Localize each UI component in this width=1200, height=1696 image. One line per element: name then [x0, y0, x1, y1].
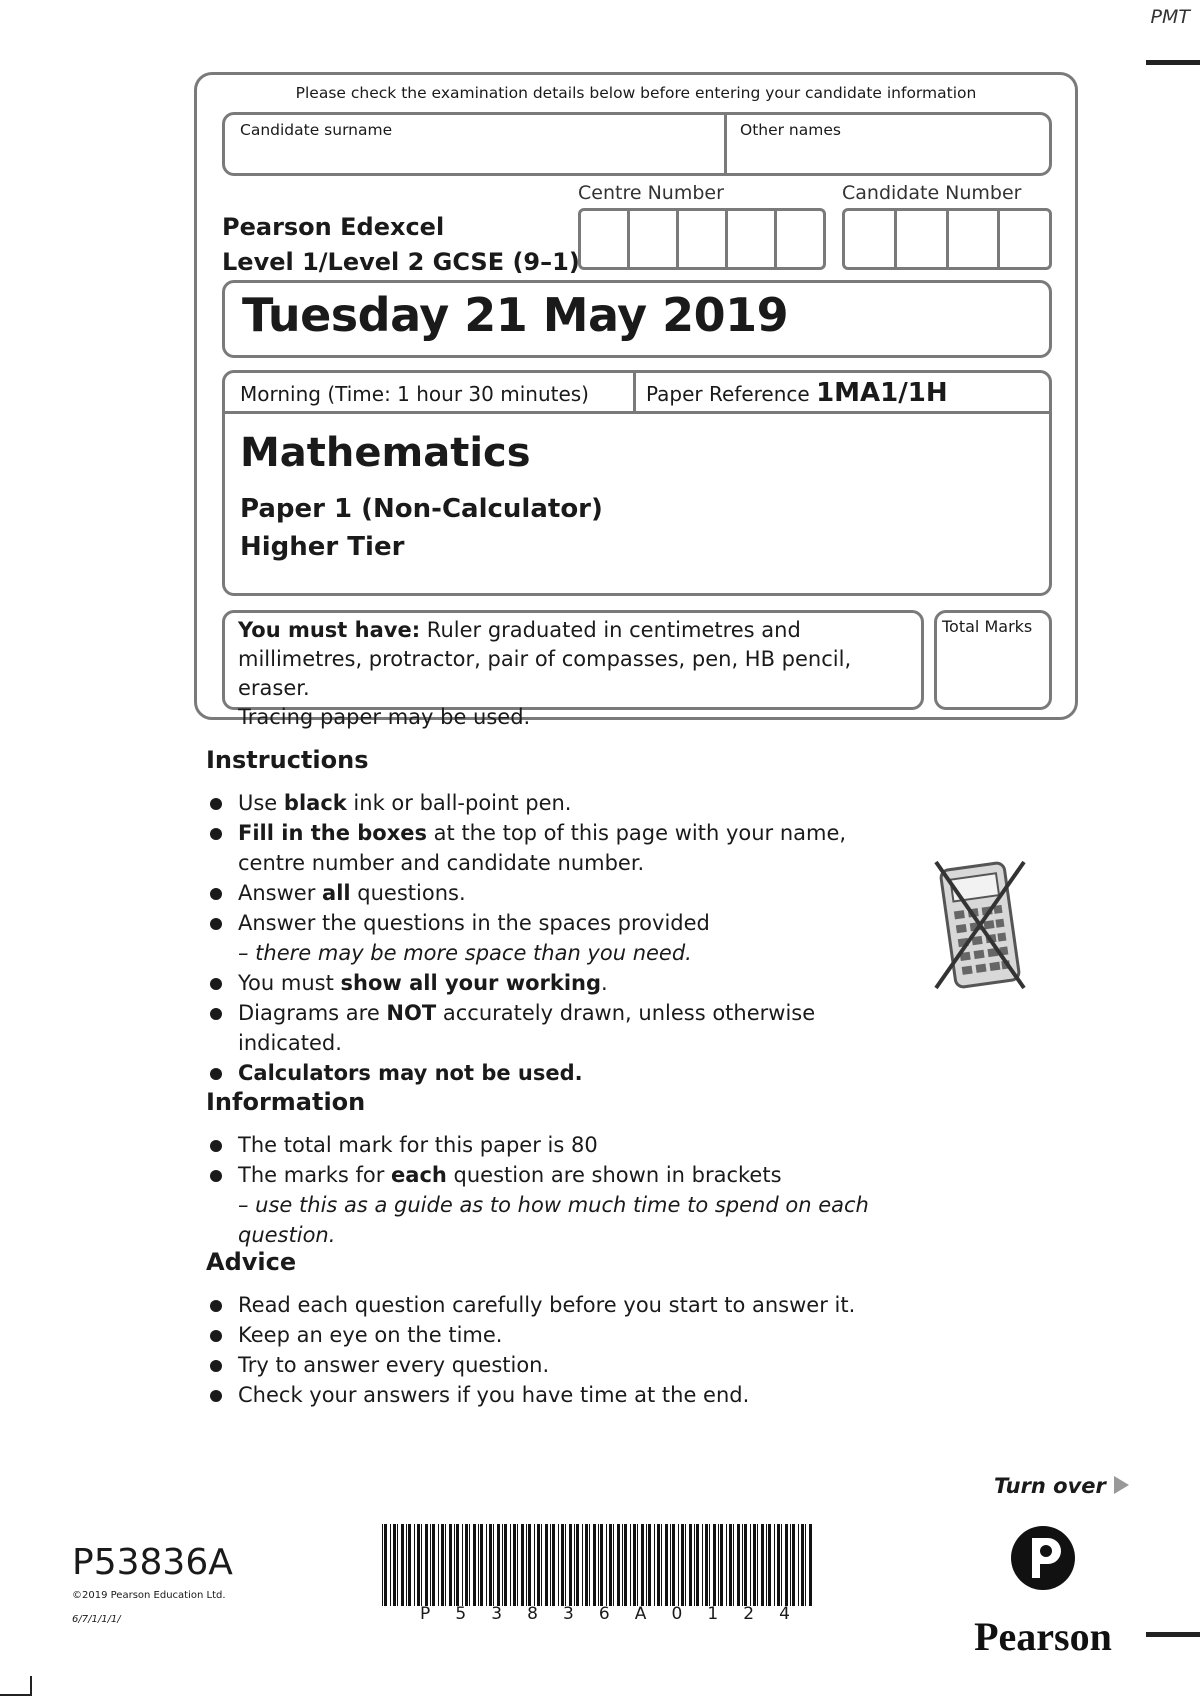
barcode-bar: [718, 1524, 719, 1606]
instructions-item-post: accurately drawn, unless otherwise indicated.: [238, 1001, 816, 1055]
instructions-item-pre: Diagrams are: [238, 1001, 387, 1025]
barcode-bar: [513, 1524, 516, 1606]
barcode-bar: [781, 1524, 782, 1606]
instructions-item-pre: You must: [238, 971, 341, 995]
barcode-bar: [641, 1524, 644, 1606]
barcode-bar: [777, 1524, 780, 1606]
barcode-bar: [537, 1524, 540, 1606]
barcode-bar: [569, 1524, 572, 1606]
barcode-bar: [408, 1524, 411, 1606]
barcode-bar: [478, 1524, 479, 1606]
registration-mark-top: [1146, 60, 1200, 65]
barcode-bar: [689, 1524, 692, 1606]
paper-reference-code: 1MA1/1H: [816, 378, 948, 408]
barcode-bar: [726, 1524, 727, 1606]
barcode-digit: 5: [455, 1604, 467, 1624]
turn-over-label: Turn over: [994, 1474, 1106, 1498]
barcode-bar: [438, 1524, 439, 1606]
information-item-note: – use this as a guide as to how much time to spend on each question.: [238, 1193, 869, 1247]
barcode-bar: [790, 1524, 791, 1606]
requirements-text: [238, 616, 918, 732]
barcode-bar: [432, 1524, 435, 1606]
barcode-bar: [617, 1524, 620, 1606]
barcode-bar: [558, 1524, 559, 1606]
barcode-bar: [382, 1524, 383, 1606]
barcode-bar: [654, 1524, 655, 1606]
instructions-item: [208, 968, 908, 998]
barcode-bar: [598, 1524, 599, 1606]
barcode-bar: [585, 1524, 588, 1606]
paper-details: [240, 490, 603, 566]
pearson-p-logo-icon: [970, 1522, 1116, 1662]
centre-number-label: Centre Number: [578, 182, 724, 204]
barcode-bar: [510, 1524, 511, 1606]
barcode-bar: [574, 1524, 575, 1606]
advice-item-pre: Read each question carefully before you start to answer it.: [238, 1293, 856, 1317]
instructions-item: [208, 878, 908, 908]
barcode-bar: [606, 1524, 607, 1606]
barcode-bar: [685, 1524, 686, 1606]
barcode-digit: A: [634, 1604, 647, 1624]
barcode-bar: [774, 1524, 775, 1606]
barcode-bar: [456, 1524, 459, 1606]
barcode-bar: [406, 1524, 407, 1606]
centre-digit-cell[interactable]: [728, 211, 777, 267]
candidate-digit-cell[interactable]: [949, 211, 1001, 267]
barcode-bar: [681, 1524, 684, 1606]
instructions-item-post: ink or ball-point pen.: [346, 791, 572, 815]
candidate-digit-cell[interactable]: [1000, 211, 1049, 267]
instructions-item-post: .: [601, 971, 608, 995]
barcode-bar: [534, 1524, 535, 1606]
information-item: [208, 1160, 928, 1250]
barcode-bar: [561, 1524, 564, 1606]
exam-session: Morning (Time: 1 hour 30 minutes): [240, 382, 589, 406]
barcode-bar: [401, 1524, 404, 1606]
barcode-digit: 6: [598, 1604, 610, 1624]
instructions-item-note: – there may be more space than you need.: [238, 941, 692, 965]
copyright: ©2019 Pearson Education Ltd.: [72, 1590, 226, 1601]
barcode-bar: [541, 1524, 542, 1606]
barcode-bar: [657, 1524, 660, 1606]
barcode-bar: [576, 1524, 579, 1606]
barcode-bar: [694, 1524, 695, 1606]
instructions-item-pre: Use: [238, 791, 284, 815]
barcode-bar: [600, 1524, 603, 1606]
barcode-bar: [785, 1524, 788, 1606]
barcode-bar: [670, 1524, 671, 1606]
barcode-bar: [565, 1524, 566, 1606]
barcode-bar: [737, 1524, 740, 1606]
tier-title: Higher Tier: [240, 532, 405, 562]
barcode-bar: [384, 1524, 387, 1606]
barcode-bar: [733, 1524, 734, 1606]
barcode-bar: [504, 1524, 507, 1606]
barcode-bar: [521, 1524, 524, 1606]
barcode-bar: [486, 1524, 487, 1606]
advice-item-pre: Check your answers if you have time at the end.: [238, 1383, 750, 1407]
check-details-note: Please check the examination details below before entering your candidate information: [295, 84, 977, 102]
centre-number-input[interactable]: [578, 208, 826, 270]
barcode-digit: 1: [707, 1604, 719, 1624]
requirements-list: Ruler graduated in centimetres and millimetres, protractor, pair of compasses, pen, HB pencil, eraser.: [238, 618, 852, 700]
advice-item: [208, 1350, 928, 1380]
barcode-bar: [545, 1524, 548, 1606]
subject-title: Mathematics: [240, 430, 531, 476]
subject-box-divider: [222, 411, 1052, 414]
information-item-pre: The marks for: [238, 1163, 392, 1187]
total-marks-label: Total Marks: [942, 617, 1033, 636]
instructions-item-bold: Calculators may not be used.: [238, 1061, 583, 1085]
advice-item: [208, 1290, 928, 1320]
instructions-item: [208, 1058, 908, 1088]
barcode-bar: [414, 1524, 415, 1606]
information-item-pre: The total mark for this paper is 80: [238, 1133, 598, 1157]
crop-mark-bottom-left-v: [30, 1676, 32, 1696]
candidate-surname-field[interactable]: Candidate surname: [240, 121, 393, 139]
barcode-bar: [742, 1524, 743, 1606]
candidate-digit-cell[interactable]: [897, 211, 949, 267]
name-box-divider: [724, 112, 727, 176]
barcode-bar: [709, 1524, 710, 1606]
requirements-note: Tracing paper may be used.: [238, 705, 531, 729]
barcode: [382, 1524, 816, 1606]
barcode-bar: [497, 1524, 500, 1606]
barcode-digit: 3: [563, 1604, 574, 1624]
barcode-digit: 2: [743, 1604, 755, 1624]
advice-heading: Advice: [206, 1248, 297, 1276]
advice-item-pre: Try to answer every question.: [238, 1353, 550, 1377]
barcode-digits: [420, 1604, 790, 1624]
barcode-bar: [390, 1524, 391, 1606]
barcode-bar: [805, 1524, 806, 1606]
qualification-level: Level 1/Level 2 GCSE (9–1): [222, 248, 580, 276]
barcode-bar: [517, 1524, 518, 1606]
exam-board-name: Pearson Edexcel: [222, 213, 445, 241]
instructions-item-bold: NOT: [386, 1001, 437, 1025]
barcode-bar: [421, 1524, 422, 1606]
information-item-post: question are shown in brackets: [446, 1163, 782, 1187]
barcode-bar: [465, 1524, 468, 1606]
barcode-bar: [678, 1524, 679, 1606]
pearson-logo-word: Pearson: [974, 1614, 1112, 1659]
information-heading: Information: [206, 1088, 366, 1116]
barcode-bar: [753, 1524, 756, 1606]
barcode-bar: [550, 1524, 551, 1606]
instructions-item: [208, 788, 908, 818]
registration-mark-bottom: [1146, 1632, 1200, 1637]
barcode-bar: [589, 1524, 590, 1606]
barcode-bar: [661, 1524, 662, 1606]
candidate-number-label: Candidate Number: [842, 182, 1022, 204]
barcode-bar: [713, 1524, 716, 1606]
barcode-digit: 8: [527, 1604, 538, 1624]
instructions-item-post: at the top of this page with your name, centre number and candidate number.: [238, 821, 847, 875]
other-names-field[interactable]: Other names: [740, 121, 841, 139]
corner-tag: PMT: [1150, 6, 1190, 28]
triangle-right-icon: [1114, 1476, 1129, 1494]
advice-item-pre: Keep an eye on the time.: [238, 1323, 503, 1347]
requirements-lead: You must have:: [238, 618, 421, 642]
barcode-bar: [493, 1524, 494, 1606]
barcode-bar: [630, 1524, 631, 1606]
barcode-bar: [761, 1524, 764, 1606]
barcode-bar: [449, 1524, 452, 1606]
turn-over: [994, 1474, 1129, 1498]
barcode-bar: [696, 1524, 699, 1606]
instructions-item-bold: all: [322, 881, 351, 905]
instructions-item-pre: Answer: [238, 881, 323, 905]
advice-item: [208, 1320, 928, 1350]
information-item: [208, 1130, 928, 1160]
barcode-bar: [528, 1524, 531, 1606]
session-divider: [633, 370, 636, 413]
paper-reference-label: Paper Reference: [646, 382, 810, 406]
barcode-bar: [705, 1524, 708, 1606]
barcode-bar: [768, 1524, 771, 1606]
crossed-out-calculator-icon: [930, 858, 1030, 992]
barcode-bar: [582, 1524, 583, 1606]
barcode-bar: [637, 1524, 638, 1606]
instructions-list: [208, 788, 908, 1088]
barcode-bar: [609, 1524, 612, 1606]
barcode-bar: [473, 1524, 476, 1606]
barcode-bar: [729, 1524, 732, 1606]
centre-digit-cell[interactable]: [679, 211, 728, 267]
batch-code: 6/7/1/1/1/: [72, 1614, 121, 1625]
barcode-bar: [633, 1524, 636, 1606]
instructions-item-bold: Fill in the boxes: [238, 821, 427, 845]
barcode-bar: [766, 1524, 767, 1606]
instructions-heading: Instructions: [206, 746, 369, 774]
paper-title: Paper 1 (Non-Calculator): [240, 494, 603, 524]
centre-digit-cell[interactable]: [777, 211, 823, 267]
barcode-bar: [809, 1524, 812, 1606]
barcode-bar: [622, 1524, 623, 1606]
exam-board: [222, 210, 580, 280]
instructions-item: [208, 998, 908, 1058]
instructions-item: [208, 908, 908, 968]
barcode-bar: [801, 1524, 804, 1606]
barcode-bar: [526, 1524, 527, 1606]
barcode-bar: [648, 1524, 651, 1606]
instructions-item-bold: black: [283, 791, 347, 815]
instructions-item: [208, 818, 908, 878]
centre-digit-cell[interactable]: [630, 211, 679, 267]
barcode-bar: [462, 1524, 463, 1606]
barcode-bar: [613, 1524, 614, 1606]
instructions-item-bold: show all your working: [340, 971, 602, 995]
barcode-bar: [430, 1524, 431, 1606]
barcode-bar: [750, 1524, 751, 1606]
barcode-bar: [502, 1524, 503, 1606]
barcode-bar: [720, 1524, 723, 1606]
exam-date: Tuesday 21 May 2019: [242, 288, 789, 342]
barcode-bar: [489, 1524, 492, 1606]
barcode-bar: [393, 1524, 396, 1606]
barcode-bar: [744, 1524, 747, 1606]
barcode-bar: [624, 1524, 627, 1606]
barcode-digit: 0: [671, 1604, 683, 1624]
barcode-bar: [425, 1524, 428, 1606]
centre-digit-cell[interactable]: [581, 211, 630, 267]
paper-code: P53836A: [72, 1542, 233, 1583]
barcode-bar: [445, 1524, 446, 1606]
information-list: [208, 1130, 928, 1250]
instructions-item-pre: Answer the questions in the spaces provided: [238, 911, 710, 935]
barcode-bar: [792, 1524, 795, 1606]
barcode-bar: [441, 1524, 444, 1606]
paper-reference: [646, 378, 948, 408]
barcode-bar: [397, 1524, 398, 1606]
barcode-digit: 4: [779, 1604, 790, 1624]
barcode-bar: [552, 1524, 555, 1606]
barcode-bar: [757, 1524, 758, 1606]
barcode-digit: 3: [491, 1604, 503, 1624]
barcode-bar: [702, 1524, 703, 1606]
barcode-bar: [417, 1524, 420, 1606]
advice-item: [208, 1380, 928, 1410]
candidate-number-input[interactable]: [842, 208, 1052, 270]
barcode-digit: P: [420, 1604, 431, 1624]
candidate-digit-cell[interactable]: [845, 211, 897, 267]
barcode-bar: [469, 1524, 470, 1606]
barcode-bar: [672, 1524, 675, 1606]
barcode-bar: [454, 1524, 455, 1606]
barcode-bar: [480, 1524, 483, 1606]
barcode-bar: [646, 1524, 647, 1606]
advice-list: [208, 1290, 928, 1410]
barcode-bar: [665, 1524, 668, 1606]
barcode-bar: [593, 1524, 596, 1606]
information-item-bold: each: [391, 1163, 447, 1187]
barcode-bar: [798, 1524, 799, 1606]
instructions-item-post: questions.: [350, 881, 466, 905]
